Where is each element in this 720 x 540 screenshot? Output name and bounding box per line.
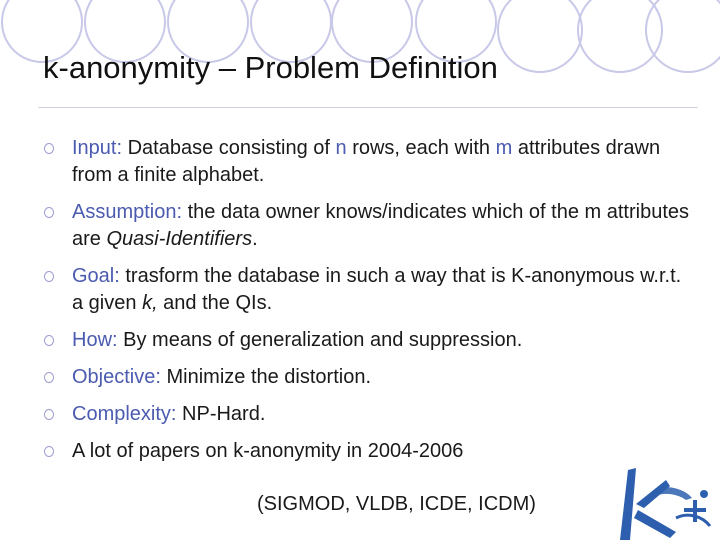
bullet-text-tail: and the QIs.	[157, 292, 273, 314]
bullet-text: Minimize the distortion.	[160, 366, 372, 388]
institution-logo-icon	[606, 460, 720, 540]
bullet-keyword: Input:	[72, 137, 123, 159]
bullet-text: rows, each with	[346, 137, 496, 159]
bullet-complexity	[44, 401, 694, 428]
bullet-text: the data owner knows/indicates which of the m attributes are	[72, 201, 689, 250]
bullet-marker-icon	[44, 409, 54, 420]
bullet-marker-icon	[44, 372, 54, 383]
bullet-objective	[44, 364, 694, 391]
bullet-keyword: Assumption:	[72, 201, 183, 223]
bullet-marker-icon	[44, 143, 54, 154]
bullet-input	[44, 135, 694, 189]
bullet-text: NP-Hard.	[176, 403, 266, 425]
bullet-marker-icon	[44, 207, 54, 218]
bullet-text: A lot of papers on k-anonymity in 2004-2006	[72, 440, 464, 462]
bullet-text-tail: .	[252, 228, 258, 250]
bullet-keyword: Goal:	[72, 265, 120, 287]
bullet-keyword: Complexity:	[72, 403, 177, 425]
bullet-assumption	[44, 199, 694, 253]
bullet-how	[44, 327, 694, 354]
bullet-emphasis: Quasi-Identifiers	[106, 228, 253, 250]
bullet-marker-icon	[44, 335, 54, 346]
bullet-goal	[44, 263, 694, 317]
bullet-marker-icon	[44, 271, 54, 282]
slide-title: k-anonymity – Problem Definition	[43, 50, 498, 85]
bullet-keyword: Objective:	[72, 366, 161, 388]
bullet-text: Database consisting of	[122, 137, 336, 159]
bullet-keyword: How:	[72, 329, 118, 351]
venues-text: (SIGMOD, VLDB, ICDE, ICDM)	[257, 493, 536, 515]
bullet-var-m: m	[495, 137, 513, 159]
bullet-text: By means of generalization and suppression.	[117, 329, 523, 351]
bullet-text: attributes drawn from a finite alphabet.	[72, 137, 661, 186]
bullet-emphasis: k,	[142, 292, 158, 314]
bullet-text: trasform the database in such a way that is K-anonymous w.r.t. a given	[72, 265, 682, 314]
bullet-marker-icon	[44, 446, 54, 457]
bullet-papers	[44, 438, 694, 465]
title-divider	[38, 107, 698, 108]
bullet-var-n: n	[335, 137, 347, 159]
bullet-list	[44, 135, 694, 475]
